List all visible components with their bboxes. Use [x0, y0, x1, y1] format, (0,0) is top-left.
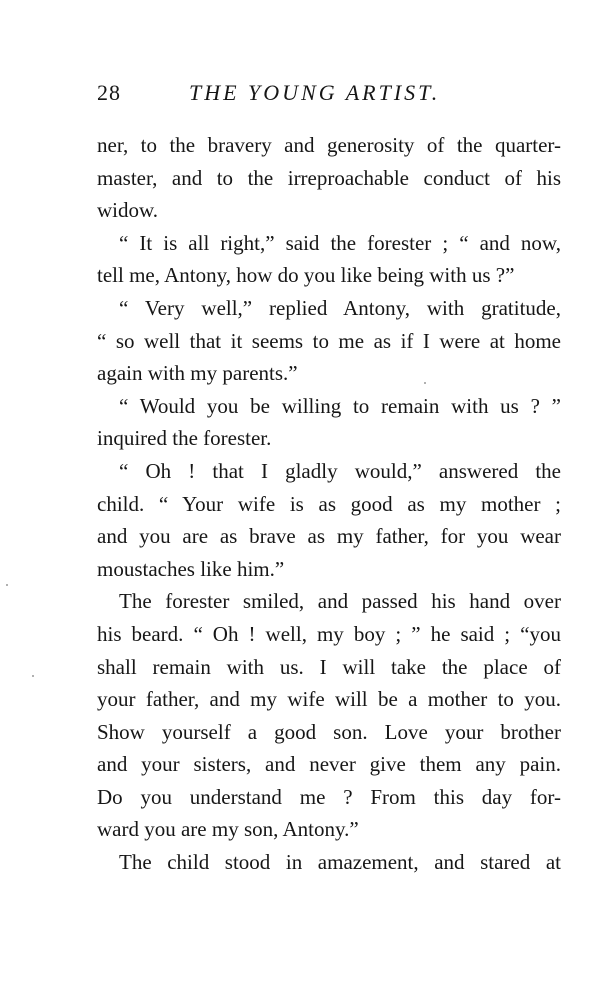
body-text — [97, 129, 561, 879]
page-header — [97, 80, 561, 112]
text-line: shall remain with us. I will take the place of — [97, 654, 561, 679]
text-line: “ Oh ! that I gladly would,” answered the — [119, 458, 561, 483]
text-line: The child stood in amazement, and stared at — [119, 850, 561, 875]
text-line: your father, and my wife will be a mother to you. — [97, 687, 561, 712]
text-line: “ so well that it seems to me as if I were at home — [97, 328, 561, 353]
paper-speck — [6, 584, 8, 586]
text-line: moustaches like him.” — [97, 556, 285, 581]
page-number: 28 — [97, 80, 121, 105]
text-line: inquired the forester. — [97, 426, 272, 451]
text-line: again with my parents.” — [97, 361, 298, 386]
text-line: Show yourself a good son. Love your brother — [97, 719, 561, 744]
text-line: ward you are my son, Antony.” — [97, 817, 359, 842]
running-title: THE YOUNG ARTIST. — [189, 80, 441, 105]
text-line: his beard. “ Oh ! well, my boy ; ” he said ; “you — [97, 621, 561, 646]
text-line: The forester smiled, and passed his hand over — [119, 589, 561, 614]
text-line: “ It is all right,” said the forester ; “ and now, — [119, 230, 561, 255]
paper-speck — [32, 675, 34, 677]
text-line: tell me, Antony, how do you like being with us ?” — [97, 263, 515, 288]
text-line: Do you understand me ? From this day for- — [97, 784, 561, 809]
text-line: and you are as brave as my father, for you wear — [97, 524, 561, 549]
text-line: “ Very well,” replied Antony, with gratitude, — [119, 295, 561, 320]
text-line: ner, to the bravery and generosity of the quarter- — [97, 133, 561, 157]
text-line: widow. — [97, 198, 159, 223]
paper-speck — [424, 382, 426, 384]
text-line: child. “ Your wife is as good as my mother ; — [97, 491, 561, 516]
text-line: “ Would you be willing to remain with us ? ” — [119, 393, 561, 418]
text-line: master, and to the irreproachable conduct of his — [97, 165, 561, 190]
text-line: and your sisters, and never give them any pain. — [97, 752, 561, 777]
